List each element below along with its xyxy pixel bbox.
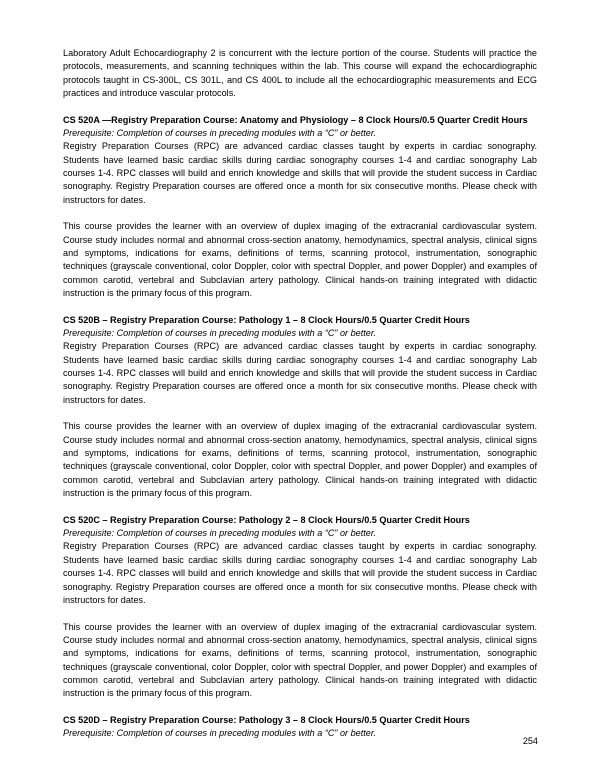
course-header-cs520d: CS 520D – Registry Preparation Course: Pathology 3 – 8 Clock Hours/0.5 Quarter Credit Hours [63, 714, 470, 725]
course-paragraph-cs520b-1: Registry Preparation Courses (RPC) are advanced cardiac classes taught by experts in cardiac sonography. Students have learned basic cardiac skills during cardiac sonography courses 1-4 and cardiac sonography Lab courses 1-4. RPC classes will build and enrich knowledge and skills that will provide the student success in Cardiac sonography. Registry Preparation courses are offered once a month for six consecutive months. Please check with instructors for dates. [63, 341, 537, 405]
spacer [63, 100, 537, 113]
course-prerequisite-cs520b: Prerequisite: Completion of courses in preceding modules with a “C” or better. [63, 328, 377, 339]
course-paragraph-cs520a-1: Registry Preparation Courses (RPC) are advanced cardiac classes taught by experts in cardiac sonography. Students have learned basic cardiac skills during cardiac sonography courses 1-4 and cardiac sonography Lab courses 1-4. RPC classes will build and enrich knowledge and skills that will provide the student success in Cardiac sonography. Registry Preparation courses are offered once a month for six consecutive months. Please check with instructors for dates. [63, 141, 537, 205]
course-block-cs520c [63, 514, 537, 701]
course-block-cs520b [63, 314, 537, 501]
course-prerequisite-cs520c: Prerequisite: Completion of courses in preceding modules with a “C” or better. [63, 528, 377, 539]
course-header-cs520c: CS 520C – Registry Preparation Course: Pathology 2 – 8 Clock Hours/0.5 Quarter Credit Hours [63, 514, 470, 525]
course-block-cs520a [63, 114, 537, 301]
spacer [63, 407, 537, 420]
course-paragraph-cs520a-2: This course provides the learner with an overview of duplex imaging of the extracranial cardiovascular system. Course study includes normal and abnormal cross-section anatomy, hemodynamics, spectral analysis, clinical signs and symptoms, indications for exams, definitions of terms, scanning protocol, instrumentation, sonographic techniques (grayscale conventional, color Doppler, color with spectral Doppler, and power Doppler) and examples of common carotid, vertebral and Subclavian artery pathology. Clinical hands-on training integrated with didactic instruction is the primary focus of this program. [63, 221, 537, 299]
course-paragraph-cs520b-2: This course provides the learner with an overview of duplex imaging of the extracranial cardiovascular system. Course study includes normal and abnormal cross-section anatomy, hemodynamics, spectral analysis, clinical signs and symptoms, indications for exams, definitions of terms, scanning protocol, instrumentation, sonographic techniques (grayscale conventional, color Doppler, color with spectral Doppler, and power Doppler) and examples of common carotid, vertebral and Subclavian artery pathology. Clinical hands-on training integrated with didactic instruction is the primary focus of this program. [63, 421, 537, 499]
spacer [63, 701, 537, 714]
course-header-cs520a: CS 520A —Registry Preparation Course: Anatomy and Physiology – 8 Clock Hours/0.5 Quarter Credit Hours [63, 114, 528, 125]
course-paragraph-cs520c-1: Registry Preparation Courses (RPC) are advanced cardiac classes taught by experts in cardiac sonography. Students have learned basic cardiac skills during cardiac sonography courses 1-4 and cardiac sonography Lab courses 1-4. RPC classes will build and enrich knowledge and skills that will provide the student success in Cardiac sonography. Registry Preparation courses are offered once a month for six consecutive months. Please check with instructors for dates. [63, 541, 537, 605]
course-header-cs520b: CS 520B – Registry Preparation Course: Pathology 1 – 8 Clock Hours/0.5 Quarter Credit Hours [63, 314, 470, 325]
page-content [63, 47, 537, 741]
spacer [63, 207, 537, 220]
course-prerequisite-cs520a: Prerequisite: Completion of courses in preceding modules with a “C” or better. [63, 128, 377, 139]
spacer [63, 501, 537, 514]
course-block-cs520d [63, 714, 537, 741]
course-prerequisite-cs520d: Prerequisite: Completion of courses in preceding modules with a “C” or better. [63, 728, 377, 739]
spacer [63, 300, 537, 313]
intro-paragraph: Laboratory Adult Echocardiography 2 is concurrent with the lecture portion of the course. Students will practice the protocols, measurements, and scanning techniques within the lab. This course will expand the echocardiographic protocols taught in CS-300L, CS 301L, and CS 400L to include all the echocardiographic measurements and ECG practices and introduce vascular protocols. [63, 48, 537, 99]
page-number: 254 [522, 736, 538, 746]
course-paragraph-cs520c-2: This course provides the learner with an overview of duplex imaging of the extracranial cardiovascular system. Course study includes normal and abnormal cross-section anatomy, hemodynamics, spectral analysis, clinical signs and symptoms, indications for exams, definitions of terms, scanning protocol, instrumentation, sonographic techniques (grayscale conventional, color Doppler, color with spectral Doppler, and power Doppler) and examples of common carotid, vertebral and Subclavian artery pathology. Clinical hands-on training integrated with didactic instruction is the primary focus of this program. [63, 621, 537, 699]
spacer [63, 607, 537, 620]
